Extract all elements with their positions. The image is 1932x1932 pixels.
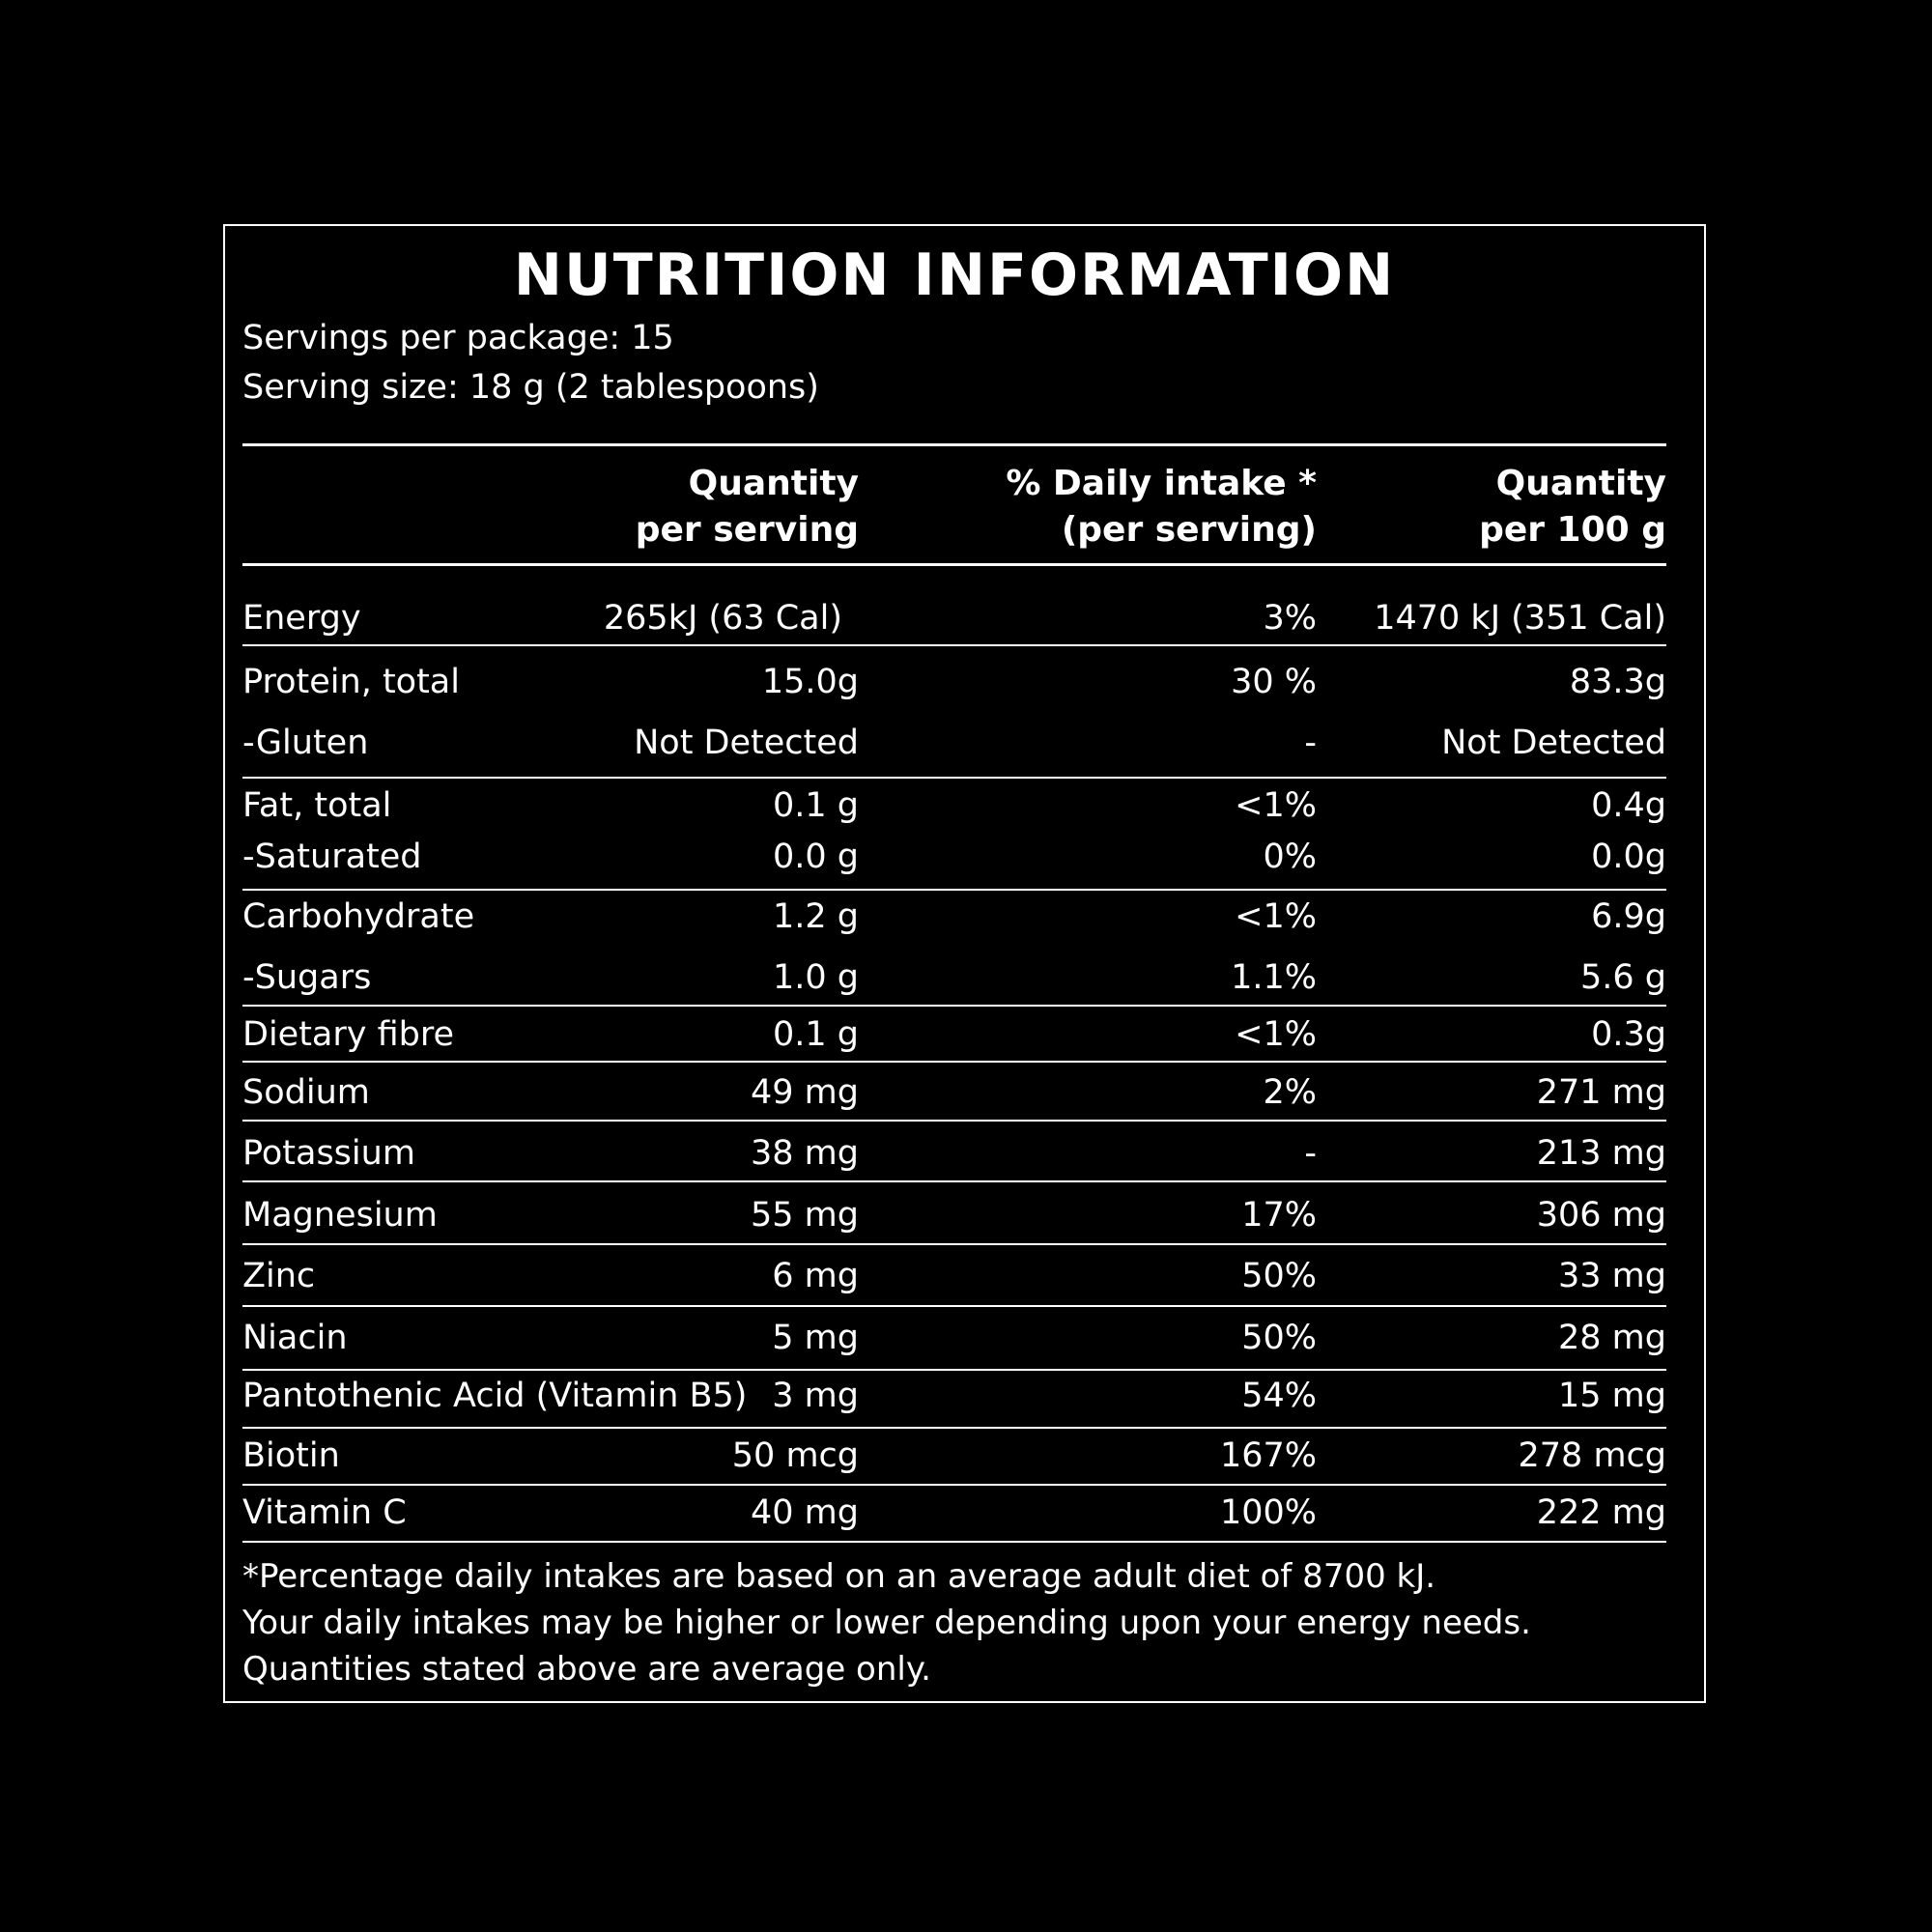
daily-intake-value: 0% [1263,838,1317,876]
nutrient-name: Niacin [242,1319,348,1357]
per-100g-value: 15 mg [1558,1377,1666,1415]
row-divider [242,644,1666,646]
table-row [242,836,1666,878]
per-100g-value: Not Detected [1441,724,1666,762]
nutrient-name: -Saturated [242,838,422,876]
per-serving-value: 0.1 g [772,1015,859,1054]
nutrient-name: Sodium [242,1073,370,1112]
nutrient-name: Energy [242,599,361,638]
daily-intake-value: 50% [1241,1257,1317,1295]
table-row [242,661,1666,703]
nutrition-panel-inner [242,226,1666,1701]
per-serving-value: 3 mg [772,1377,859,1415]
per-100g-value: 0.0g [1591,838,1666,876]
per-100g-value: 306 mg [1536,1196,1666,1235]
footnote-line: Quantities stated above are average only. [242,1650,931,1689]
table-row [242,722,1666,764]
per-100g-value: 6.9g [1591,897,1666,936]
per-100g-value: 1470 kJ (351 Cal) [1374,599,1666,638]
per-100g-value: 0.4g [1591,786,1666,825]
daily-intake-value: 50% [1241,1319,1317,1357]
per-100g-value: 0.3g [1591,1015,1666,1054]
table-row [242,1317,1666,1359]
daily-intake-value: 167% [1219,1436,1317,1475]
header-per-serving-line1: Quantity [688,464,859,503]
row-divider [242,777,1666,779]
nutrient-name: Potassium [242,1134,415,1173]
row-divider [242,1369,1666,1371]
row-divider [242,1484,1666,1486]
nutrition-panel [223,224,1706,1703]
row-divider [242,1243,1666,1245]
nutrient-name: Carbohydrate [242,897,475,936]
per-100g-value: 33 mg [1558,1257,1666,1295]
per-serving-value: 38 mg [751,1134,859,1173]
daily-intake-value: 3% [1263,599,1317,638]
per-100g-value: 278 mcg [1518,1436,1666,1475]
per-100g-value: 83.3g [1569,663,1666,701]
table-row [242,1435,1666,1477]
daily-intake-value: 54% [1241,1377,1317,1415]
header-quantity-per-100g [1479,461,1666,554]
nutrient-name: Zinc [242,1257,316,1295]
nutrient-name: Dietary fibre [242,1015,455,1054]
per-100g-value: 222 mg [1536,1493,1666,1532]
per-serving-value: 0.0 g [772,838,859,876]
header-daily-line1: % Daily intake * [1006,464,1317,503]
per-serving-value: 265kJ (63 Cal) [603,599,842,638]
row-divider [242,889,1666,891]
nutrient-name: -Sugars [242,958,372,997]
daily-intake-value: <1% [1235,786,1317,825]
per-serving-value: 1.2 g [772,897,859,936]
daily-intake-value: 1.1% [1231,958,1317,997]
table-row [242,1132,1666,1175]
per-serving-value: 0.1 g [772,786,859,825]
footnote [242,1553,1666,1692]
per-100g-value: 213 mg [1536,1134,1666,1173]
row-divider [242,1005,1666,1007]
per-100g-value: 271 mg [1536,1073,1666,1112]
row-divider [242,1061,1666,1063]
daily-intake-value: <1% [1235,897,1317,936]
table-row [242,956,1666,999]
nutrient-name: -Gluten [242,724,369,762]
servings-per-package: Servings per package: 15 [242,319,674,357]
table-row [242,1194,1666,1236]
table-row [242,597,1666,639]
nutrient-name: Magnesium [242,1196,438,1235]
per-serving-value: Not Detected [634,724,859,762]
row-divider [242,1120,1666,1122]
nutrient-name: Fat, total [242,786,392,825]
per-serving-value: 1.0 g [772,958,859,997]
table-row [242,1492,1666,1534]
per-100g-value: 5.6 g [1579,958,1666,997]
footnote-line: Your daily intakes may be higher or lower depending upon your energy needs. [242,1604,1531,1642]
header-per-serving-line2: per serving [635,510,859,550]
footnote-line: *Percentage daily intakes are based on an average adult diet of 8700 kJ. [242,1557,1436,1596]
daily-intake-value: 17% [1241,1196,1317,1235]
row-divider [242,1427,1666,1429]
header-daily-line2: (per serving) [1061,510,1317,550]
table-row [242,784,1666,827]
serving-size: Serving size: 18 g (2 tablespoons) [242,368,819,407]
table-row [242,1255,1666,1297]
nutrient-name: Pantothenic Acid (Vitamin B5) [242,1377,748,1415]
daily-intake-value: - [1304,724,1317,762]
daily-intake-value: <1% [1235,1015,1317,1054]
per-100g-value: 28 mg [1558,1319,1666,1357]
header-per100-line1: Quantity [1495,464,1666,503]
row-divider [242,1305,1666,1307]
table-row [242,1013,1666,1056]
table-row [242,1375,1666,1417]
table-bottom-rule [242,1541,1666,1543]
per-serving-value: 15.0g [761,663,859,701]
row-divider [242,1180,1666,1182]
table-row [242,1071,1666,1114]
header-bottom-rule [242,563,1666,566]
per-serving-value: 55 mg [751,1196,859,1235]
nutrient-name: Biotin [242,1436,340,1475]
daily-intake-value: 2% [1263,1073,1317,1112]
daily-intake-value: 100% [1219,1493,1317,1532]
daily-intake-value: - [1304,1134,1317,1173]
per-serving-value: 6 mg [772,1257,859,1295]
header-daily-intake [1006,461,1317,554]
nutrient-name: Protein, total [242,663,460,701]
per-serving-value: 40 mg [751,1493,859,1532]
header-top-rule [242,443,1666,446]
per-serving-value: 5 mg [772,1319,859,1357]
per-serving-value: 49 mg [751,1073,859,1112]
panel-title: NUTRITION INFORMATION [513,242,1396,309]
header-per100-line2: per 100 g [1479,510,1666,550]
per-serving-value: 50 mcg [731,1436,859,1475]
nutrient-name: Vitamin C [242,1493,407,1532]
header-quantity-per-serving [636,461,859,554]
table-row [242,895,1666,938]
daily-intake-value: 30 % [1231,663,1317,701]
